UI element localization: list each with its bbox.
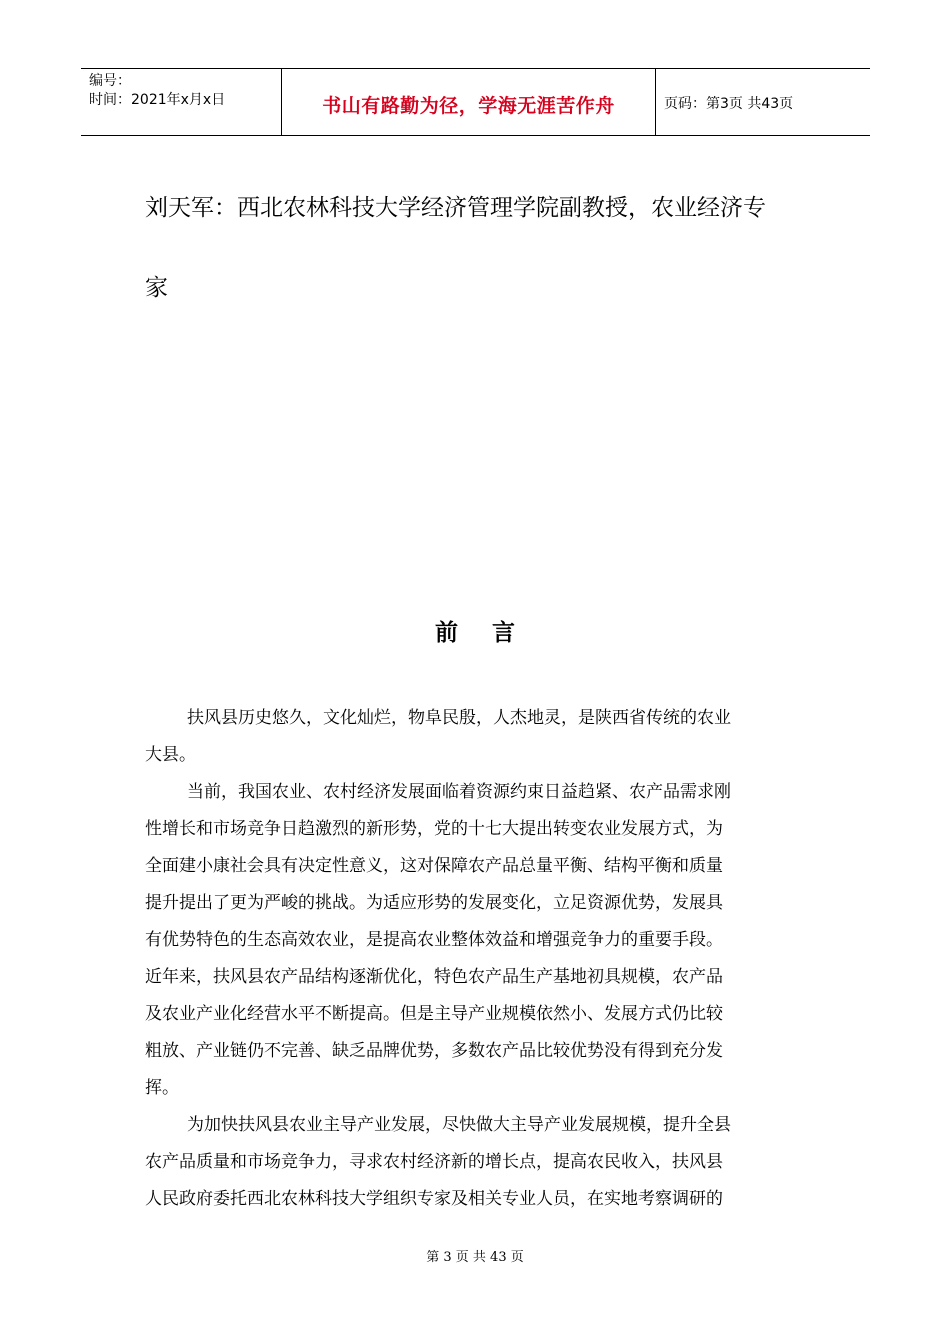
- preface-body: [145, 700, 801, 1218]
- body-line: 全面建小康社会具有决定性意义，这对保障农产品总量平衡、结构平衡和质量: [145, 856, 723, 876]
- page-footer: 第 3 页 共 43 页: [426, 1250, 524, 1265]
- body-line: 有优势特色的生态高效农业，是提高农业整体效益和增强竞争力的重要手段。: [145, 930, 723, 950]
- header-page-info: 页码：第3页 共43页: [664, 96, 794, 112]
- body-line: 粗放、产业链仍不完善、缺乏品牌优势，多数农产品比较优势没有得到充分发: [145, 1041, 723, 1061]
- author-line: [145, 168, 815, 328]
- body-line: 农产品质量和市场竞争力，寻求农村经济新的增长点，提高农民收入，扶风县: [145, 1152, 723, 1172]
- page-header: [81, 68, 870, 136]
- body-line: 当前，我国农业、农村经济发展面临着资源约束日益趋紧、农产品需求刚: [187, 782, 731, 802]
- body-line: 为加快扶风县农业主导产业发展，尽快做大主导产业发展规模，提升全县: [187, 1115, 731, 1135]
- author-line-2: 家: [145, 275, 168, 301]
- body-line: 提升提出了更为严峻的挑战。为适应形势的发展变化，立足资源优势，发展具: [145, 893, 723, 913]
- body-line: 及农业产业化经营水平不断提高。但是主导产业规模依然小、发展方式仍比较: [145, 1004, 723, 1024]
- body-line: 近年来，扶风县农产品结构逐渐优化，特色农产品生产基地初具规模，农产品: [145, 967, 723, 987]
- body-line: 扶风县历史悠久，文化灿烂，物阜民殷，人杰地灵，是陕西省传统的农业: [187, 708, 731, 728]
- body-line: 大县。: [145, 745, 196, 765]
- document-time-label: 时间：2021年x月x日: [89, 92, 226, 108]
- preface-title: 前言: [435, 620, 549, 646]
- body-line: 性增长和市场竞争日趋激烈的新形势，党的十七大提出转变农业发展方式，为: [145, 819, 723, 839]
- header-motto: 书山有路勤为径，学海无涯苦作舟: [322, 94, 615, 117]
- body-line: 人民政府委托西北农林科技大学组织专家及相关专业人员，在实地考察调研的: [145, 1189, 723, 1209]
- author-line-1: 刘天军：西北农林科技大学经济管理学院副教授，农业经济专: [145, 195, 766, 221]
- body-line: 挥。: [145, 1078, 179, 1098]
- header-motto-cell: [282, 69, 656, 135]
- header-meta: [81, 69, 282, 135]
- document-number-label: 编号：: [89, 73, 131, 89]
